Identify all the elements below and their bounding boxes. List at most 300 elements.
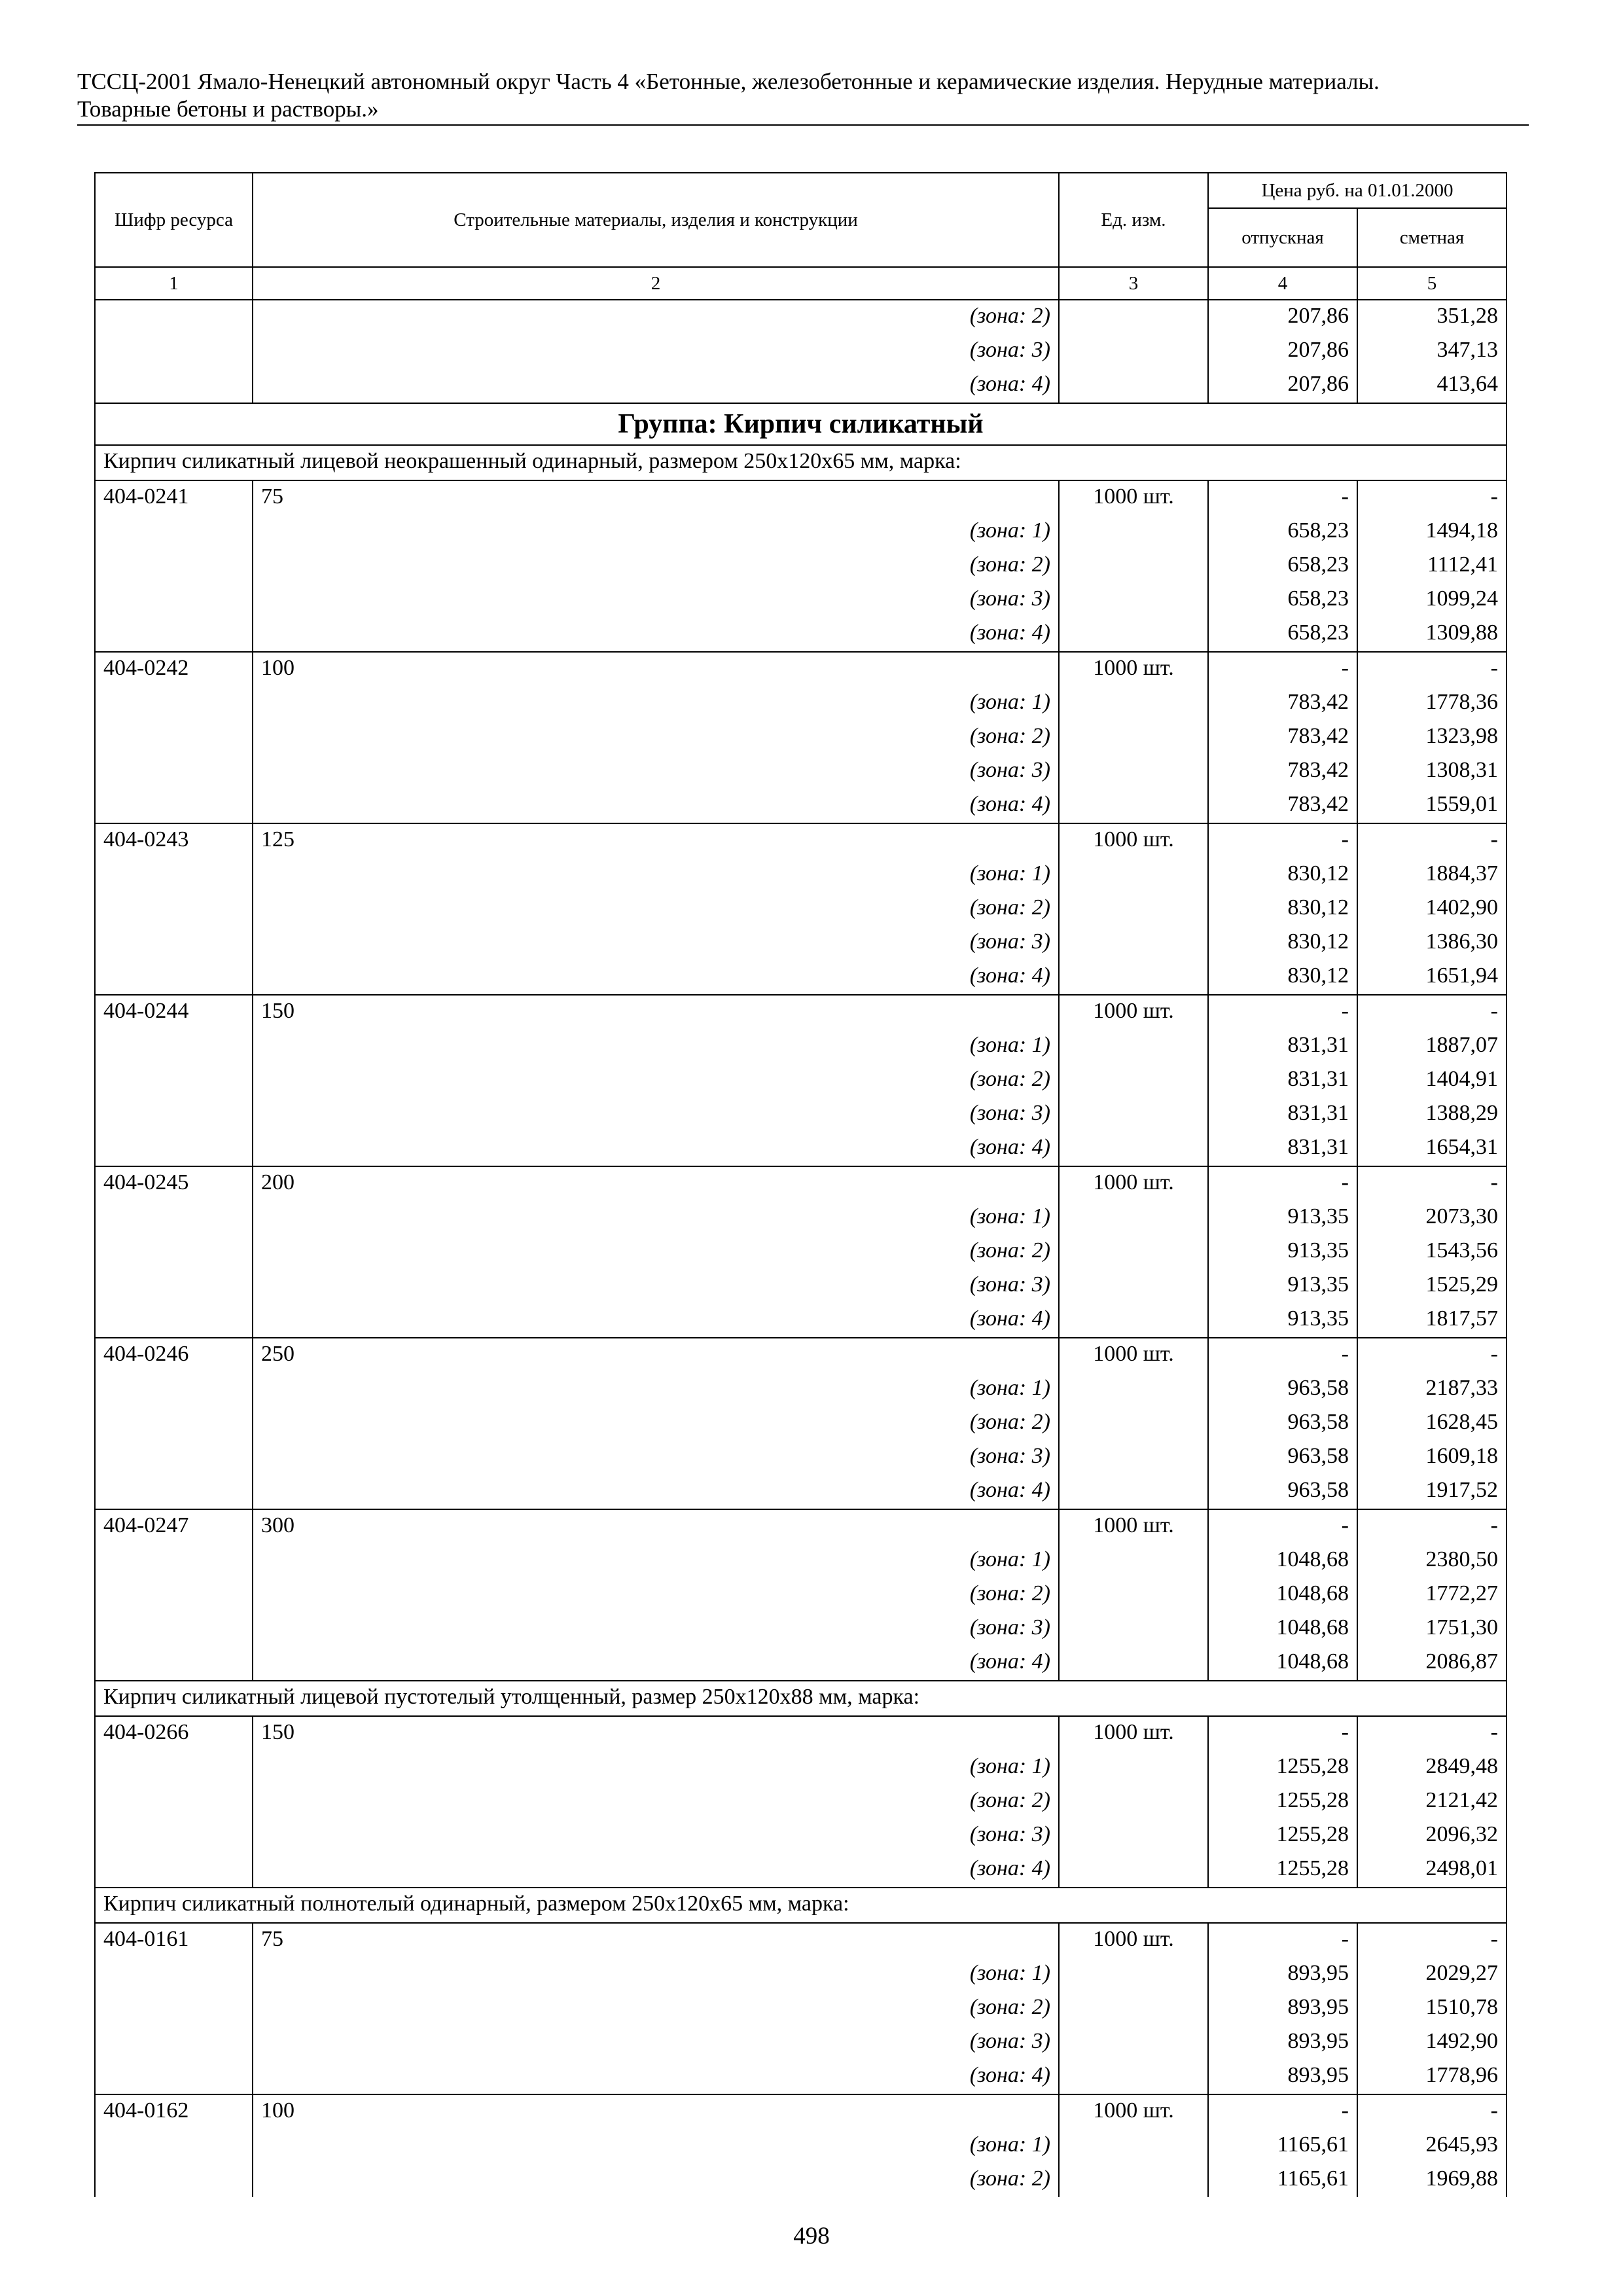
zone-label: (зона: 2) bbox=[253, 2163, 1059, 2197]
header-col-number: 1 bbox=[95, 267, 253, 300]
empty-unit-cell bbox=[1059, 617, 1208, 652]
zone-row bbox=[95, 687, 1507, 721]
estimate-price: 1887,07 bbox=[1357, 1030, 1507, 1064]
zone-label: (зона: 4) bbox=[253, 368, 1059, 403]
empty-unit-cell bbox=[1059, 721, 1208, 755]
resource-mark: 100 bbox=[253, 652, 1059, 687]
zone-row bbox=[95, 960, 1507, 995]
release-price: 1255,28 bbox=[1208, 1751, 1357, 1785]
empty-code-cell bbox=[95, 583, 253, 617]
zone-label: (зона: 4) bbox=[253, 1132, 1059, 1166]
zone-label: (зона: 2) bbox=[253, 1578, 1059, 1612]
zone-label: (зона: 1) bbox=[253, 858, 1059, 892]
resource-unit: 1000 шт. bbox=[1059, 480, 1208, 515]
empty-code-cell bbox=[95, 1785, 253, 1819]
zone-row bbox=[95, 1785, 1507, 1819]
release-price: - bbox=[1208, 1166, 1357, 1201]
resource-mark: 150 bbox=[253, 995, 1059, 1030]
estimate-price: 1778,36 bbox=[1357, 687, 1507, 721]
empty-unit-cell bbox=[1059, 1132, 1208, 1166]
empty-unit-cell bbox=[1059, 1475, 1208, 1509]
zone-row bbox=[95, 2163, 1507, 2197]
estimate-price: - bbox=[1357, 1166, 1507, 1201]
zone-label: (зона: 3) bbox=[253, 334, 1059, 368]
zone-label: (зона: 4) bbox=[253, 2060, 1059, 2094]
empty-unit-cell bbox=[1059, 1201, 1208, 1235]
estimate-price: - bbox=[1357, 1338, 1507, 1372]
empty-code-cell bbox=[95, 1441, 253, 1475]
estimate-price: 2029,27 bbox=[1357, 1958, 1507, 1992]
estimate-price: 1817,57 bbox=[1357, 1303, 1507, 1338]
subgroup-title: Кирпич силикатный лицевой неокрашенный одинарный, размером 250х120х65 мм, марка: bbox=[95, 445, 1507, 480]
header-unit: Ед. изм. bbox=[1059, 173, 1208, 267]
release-price: 783,42 bbox=[1208, 687, 1357, 721]
resource-code: 404-0266 bbox=[95, 1716, 253, 1751]
resource-code: 404-0161 bbox=[95, 1923, 253, 1958]
zone-row bbox=[95, 1441, 1507, 1475]
zone-row bbox=[95, 2026, 1507, 2060]
header-col-number: 2 bbox=[253, 267, 1059, 300]
empty-code-cell bbox=[95, 1201, 253, 1235]
zone-label: (зона: 1) bbox=[253, 1751, 1059, 1785]
release-price: - bbox=[1208, 823, 1357, 858]
estimate-price: 1543,56 bbox=[1357, 1235, 1507, 1269]
release-price: 783,42 bbox=[1208, 755, 1357, 789]
zone-row bbox=[95, 2129, 1507, 2163]
estimate-price: 1388,29 bbox=[1357, 1098, 1507, 1132]
empty-unit-cell bbox=[1059, 1098, 1208, 1132]
zone-row bbox=[95, 1475, 1507, 1509]
zone-row bbox=[95, 1372, 1507, 1407]
zone-label: (зона: 4) bbox=[253, 617, 1059, 652]
zone-label: (зона: 2) bbox=[253, 300, 1059, 334]
release-price: 830,12 bbox=[1208, 858, 1357, 892]
zone-row bbox=[95, 1992, 1507, 2026]
estimate-price: 1309,88 bbox=[1357, 617, 1507, 652]
release-price: 913,35 bbox=[1208, 1303, 1357, 1338]
zone-row bbox=[95, 892, 1507, 926]
zone-row bbox=[95, 1201, 1507, 1235]
empty-unit-cell bbox=[1059, 368, 1208, 403]
estimate-price: 1559,01 bbox=[1357, 789, 1507, 823]
estimate-price: 2380,50 bbox=[1357, 1544, 1507, 1578]
document-header bbox=[77, 68, 1529, 126]
zone-label: (зона: 3) bbox=[253, 1441, 1059, 1475]
resource-code: 404-0246 bbox=[95, 1338, 253, 1372]
subgroup-title: Кирпич силикатный полнотелый одинарный, размером 250х120х65 мм, марка: bbox=[95, 1888, 1507, 1923]
zone-row bbox=[95, 1612, 1507, 1646]
empty-unit-cell bbox=[1059, 1751, 1208, 1785]
resource-code: 404-0245 bbox=[95, 1166, 253, 1201]
zone-row bbox=[95, 1235, 1507, 1269]
estimate-price: 2187,33 bbox=[1357, 1372, 1507, 1407]
empty-code-cell bbox=[95, 1407, 253, 1441]
document-title-line2: Товарные бетоны и растворы.» bbox=[77, 96, 379, 122]
zone-row bbox=[95, 1578, 1507, 1612]
empty-code-cell bbox=[95, 2129, 253, 2163]
zone-row bbox=[95, 1098, 1507, 1132]
zone-label: (зона: 2) bbox=[253, 721, 1059, 755]
zone-label: (зона: 1) bbox=[253, 515, 1059, 549]
empty-code-cell bbox=[95, 960, 253, 995]
empty-code-cell bbox=[95, 755, 253, 789]
zone-row bbox=[95, 1064, 1507, 1098]
group-row bbox=[95, 403, 1507, 445]
empty-code-cell bbox=[95, 1303, 253, 1338]
resource-row bbox=[95, 823, 1507, 858]
empty-code-cell bbox=[95, 1646, 253, 1681]
estimate-price: 351,28 bbox=[1357, 300, 1507, 334]
resource-code: 404-0162 bbox=[95, 2094, 253, 2129]
zone-row bbox=[95, 300, 1507, 334]
zone-row bbox=[95, 721, 1507, 755]
zone-label: (зона: 1) bbox=[253, 687, 1059, 721]
resource-unit: 1000 шт. bbox=[1059, 995, 1208, 1030]
empty-unit-cell bbox=[1059, 1612, 1208, 1646]
estimate-price: - bbox=[1357, 480, 1507, 515]
estimate-price: 2498,01 bbox=[1357, 1853, 1507, 1888]
zone-row bbox=[95, 1132, 1507, 1166]
zone-row bbox=[95, 755, 1507, 789]
resource-code: 404-0247 bbox=[95, 1509, 253, 1544]
zone-row bbox=[95, 1030, 1507, 1064]
empty-code-cell bbox=[95, 1475, 253, 1509]
empty-code-cell bbox=[95, 2060, 253, 2094]
zone-row bbox=[95, 368, 1507, 403]
empty-unit-cell bbox=[1059, 1235, 1208, 1269]
zone-label: (зона: 2) bbox=[253, 1992, 1059, 2026]
zone-row bbox=[95, 858, 1507, 892]
zone-row bbox=[95, 583, 1507, 617]
estimate-price: 1492,90 bbox=[1357, 2026, 1507, 2060]
header-release-price: отпускная bbox=[1208, 208, 1357, 267]
zone-label: (зона: 1) bbox=[253, 2129, 1059, 2163]
zone-row bbox=[95, 1751, 1507, 1785]
price-table bbox=[94, 172, 1507, 2197]
resource-unit: 1000 шт. bbox=[1059, 1509, 1208, 1544]
zone-label: (зона: 1) bbox=[253, 1958, 1059, 1992]
empty-code-cell bbox=[95, 1819, 253, 1853]
empty-code-cell bbox=[95, 1269, 253, 1303]
estimate-price: 1609,18 bbox=[1357, 1441, 1507, 1475]
zone-label: (зона: 3) bbox=[253, 1819, 1059, 1853]
release-price: - bbox=[1208, 480, 1357, 515]
empty-unit-cell bbox=[1059, 1030, 1208, 1064]
empty-unit-cell bbox=[1059, 1303, 1208, 1338]
resource-unit: 1000 шт. bbox=[1059, 1338, 1208, 1372]
empty-unit-cell bbox=[1059, 583, 1208, 617]
estimate-price: 1099,24 bbox=[1357, 583, 1507, 617]
release-price: 831,31 bbox=[1208, 1064, 1357, 1098]
estimate-price: 1917,52 bbox=[1357, 1475, 1507, 1509]
empty-code-cell bbox=[95, 858, 253, 892]
release-price: 1048,68 bbox=[1208, 1578, 1357, 1612]
zone-label: (зона: 4) bbox=[253, 1475, 1059, 1509]
resource-row bbox=[95, 1338, 1507, 1372]
release-price: 207,86 bbox=[1208, 334, 1357, 368]
release-price: 1048,68 bbox=[1208, 1612, 1357, 1646]
empty-code-cell bbox=[95, 1030, 253, 1064]
empty-unit-cell bbox=[1059, 755, 1208, 789]
release-price: 963,58 bbox=[1208, 1372, 1357, 1407]
resource-mark: 150 bbox=[253, 1716, 1059, 1751]
empty-code-cell bbox=[95, 1853, 253, 1888]
empty-unit-cell bbox=[1059, 2026, 1208, 2060]
estimate-price: - bbox=[1357, 1716, 1507, 1751]
release-price: 658,23 bbox=[1208, 617, 1357, 652]
header-col-number: 5 bbox=[1357, 267, 1507, 300]
zone-row bbox=[95, 926, 1507, 960]
subgroup-row bbox=[95, 445, 1507, 480]
release-price: - bbox=[1208, 652, 1357, 687]
empty-unit-cell bbox=[1059, 2129, 1208, 2163]
zone-row bbox=[95, 549, 1507, 583]
empty-code-cell bbox=[95, 1958, 253, 1992]
zone-label: (зона: 3) bbox=[253, 1269, 1059, 1303]
header-estimate-price: сметная bbox=[1357, 208, 1507, 267]
empty-unit-cell bbox=[1059, 1372, 1208, 1407]
estimate-price: 1404,91 bbox=[1357, 1064, 1507, 1098]
resource-code: 404-0244 bbox=[95, 995, 253, 1030]
zone-row bbox=[95, 789, 1507, 823]
zone-row bbox=[95, 515, 1507, 549]
estimate-price: 2645,93 bbox=[1357, 2129, 1507, 2163]
release-price: 207,86 bbox=[1208, 368, 1357, 403]
resource-code: 404-0241 bbox=[95, 480, 253, 515]
empty-unit-cell bbox=[1059, 515, 1208, 549]
zone-label: (зона: 4) bbox=[253, 1303, 1059, 1338]
estimate-price: 1969,88 bbox=[1357, 2163, 1507, 2197]
resource-unit: 1000 шт. bbox=[1059, 823, 1208, 858]
release-price: 1255,28 bbox=[1208, 1853, 1357, 1888]
zone-label: (зона: 1) bbox=[253, 1544, 1059, 1578]
estimate-price: 1651,94 bbox=[1357, 960, 1507, 995]
release-price: - bbox=[1208, 1923, 1357, 1958]
zone-row bbox=[95, 1646, 1507, 1681]
resource-unit: 1000 шт. bbox=[1059, 2094, 1208, 2129]
empty-code-cell bbox=[95, 515, 253, 549]
zone-label: (зона: 2) bbox=[253, 1235, 1059, 1269]
release-price: 658,23 bbox=[1208, 515, 1357, 549]
page-number: 498 bbox=[793, 2223, 830, 2250]
group-title: Группа: Кирпич силикатный bbox=[95, 403, 1507, 445]
estimate-price: - bbox=[1357, 1923, 1507, 1958]
resource-row bbox=[95, 480, 1507, 515]
resource-row bbox=[95, 2094, 1507, 2129]
empty-code-cell bbox=[95, 2026, 253, 2060]
estimate-price: 1772,27 bbox=[1357, 1578, 1507, 1612]
document-title-line1: ТССЦ-2001 Ямало-Ненецкий автономный округ Часть 4 «Бетонные, железобетонные и керамические изделия. Нерудные материалы. bbox=[77, 69, 1380, 94]
header-code: Шифр ресурса bbox=[95, 173, 253, 267]
empty-unit-cell bbox=[1059, 1269, 1208, 1303]
resource-unit: 1000 шт. bbox=[1059, 1166, 1208, 1201]
estimate-price: 1510,78 bbox=[1357, 1992, 1507, 2026]
release-price: - bbox=[1208, 1716, 1357, 1751]
estimate-price: - bbox=[1357, 2094, 1507, 2129]
empty-unit-cell bbox=[1059, 1407, 1208, 1441]
empty-code-cell bbox=[95, 617, 253, 652]
empty-unit-cell bbox=[1059, 687, 1208, 721]
release-price: 913,35 bbox=[1208, 1235, 1357, 1269]
release-price: 831,31 bbox=[1208, 1030, 1357, 1064]
zone-row bbox=[95, 1303, 1507, 1338]
resource-row bbox=[95, 1166, 1507, 1201]
empty-unit-cell bbox=[1059, 549, 1208, 583]
zone-label: (зона: 2) bbox=[253, 1785, 1059, 1819]
resource-unit: 1000 шт. bbox=[1059, 1923, 1208, 1958]
estimate-price: 1751,30 bbox=[1357, 1612, 1507, 1646]
estimate-price: 2849,48 bbox=[1357, 1751, 1507, 1785]
estimate-price: 1525,29 bbox=[1357, 1269, 1507, 1303]
empty-code-cell bbox=[95, 1992, 253, 2026]
empty-code-cell bbox=[95, 1098, 253, 1132]
estimate-price: 1402,90 bbox=[1357, 892, 1507, 926]
zone-row bbox=[95, 1819, 1507, 1853]
zone-row bbox=[95, 1269, 1507, 1303]
empty-code-cell bbox=[95, 926, 253, 960]
estimate-price: 1654,31 bbox=[1357, 1132, 1507, 1166]
estimate-price: 413,64 bbox=[1357, 368, 1507, 403]
header-name: Строительные материалы, изделия и конструкции bbox=[253, 173, 1059, 267]
empty-unit-cell bbox=[1059, 1785, 1208, 1819]
resource-mark: 75 bbox=[253, 480, 1059, 515]
zone-label: (зона: 1) bbox=[253, 1372, 1059, 1407]
resource-row bbox=[95, 995, 1507, 1030]
estimate-price: 2073,30 bbox=[1357, 1201, 1507, 1235]
subgroup-title: Кирпич силикатный лицевой пустотелый утолщенный, размер 250х120х88 мм, марка: bbox=[95, 1681, 1507, 1716]
release-price: 893,95 bbox=[1208, 1992, 1357, 2026]
estimate-price: - bbox=[1357, 1509, 1507, 1544]
release-price: 893,95 bbox=[1208, 1958, 1357, 1992]
empty-unit-cell bbox=[1059, 1958, 1208, 1992]
release-price: - bbox=[1208, 2094, 1357, 2129]
release-price: 783,42 bbox=[1208, 789, 1357, 823]
zone-label: (зона: 3) bbox=[253, 2026, 1059, 2060]
resource-mark: 250 bbox=[253, 1338, 1059, 1372]
resource-mark: 100 bbox=[253, 2094, 1059, 2129]
zone-label: (зона: 4) bbox=[253, 1853, 1059, 1888]
zone-row bbox=[95, 1853, 1507, 1888]
table-header bbox=[95, 173, 1507, 300]
estimate-price: 347,13 bbox=[1357, 334, 1507, 368]
estimate-price: 2086,87 bbox=[1357, 1646, 1507, 1681]
zone-label: (зона: 3) bbox=[253, 926, 1059, 960]
zone-label: (зона: 2) bbox=[253, 892, 1059, 926]
header-col-number: 4 bbox=[1208, 267, 1357, 300]
resource-code: 404-0242 bbox=[95, 652, 253, 687]
header-price: Цена руб. на 01.01.2000 bbox=[1208, 173, 1507, 208]
subgroup-row bbox=[95, 1681, 1507, 1716]
release-price: - bbox=[1208, 995, 1357, 1030]
header-col-number: 3 bbox=[1059, 267, 1208, 300]
empty-unit-cell bbox=[1059, 858, 1208, 892]
empty-unit-cell bbox=[1059, 1441, 1208, 1475]
estimate-price: 1884,37 bbox=[1357, 858, 1507, 892]
release-price: 831,31 bbox=[1208, 1098, 1357, 1132]
empty-unit-cell bbox=[1059, 1544, 1208, 1578]
resource-code: 404-0243 bbox=[95, 823, 253, 858]
empty-unit-cell bbox=[1059, 789, 1208, 823]
release-price: 830,12 bbox=[1208, 892, 1357, 926]
zone-row bbox=[95, 1407, 1507, 1441]
empty-unit-cell bbox=[1059, 926, 1208, 960]
empty-code-cell bbox=[95, 300, 253, 334]
zone-row bbox=[95, 617, 1507, 652]
estimate-price: 2121,42 bbox=[1357, 1785, 1507, 1819]
release-price: 658,23 bbox=[1208, 549, 1357, 583]
resource-unit: 1000 шт. bbox=[1059, 1716, 1208, 1751]
release-price: 893,95 bbox=[1208, 2060, 1357, 2094]
zone-label: (зона: 2) bbox=[253, 1407, 1059, 1441]
release-price: 830,12 bbox=[1208, 926, 1357, 960]
release-price: 963,58 bbox=[1208, 1441, 1357, 1475]
release-price: 1048,68 bbox=[1208, 1646, 1357, 1681]
estimate-price: 1308,31 bbox=[1357, 755, 1507, 789]
resource-mark: 125 bbox=[253, 823, 1059, 858]
subgroup-row bbox=[95, 1888, 1507, 1923]
resource-mark: 75 bbox=[253, 1923, 1059, 1958]
table-body bbox=[95, 300, 1507, 2197]
empty-code-cell bbox=[95, 1372, 253, 1407]
empty-unit-cell bbox=[1059, 1819, 1208, 1853]
estimate-price: 1778,96 bbox=[1357, 2060, 1507, 2094]
estimate-price: - bbox=[1357, 823, 1507, 858]
estimate-price: 1628,45 bbox=[1357, 1407, 1507, 1441]
release-price: 830,12 bbox=[1208, 960, 1357, 995]
empty-unit-cell bbox=[1059, 1992, 1208, 2026]
release-price: 207,86 bbox=[1208, 300, 1357, 334]
empty-code-cell bbox=[95, 1612, 253, 1646]
release-price: 913,35 bbox=[1208, 1269, 1357, 1303]
zone-label: (зона: 3) bbox=[253, 583, 1059, 617]
zone-row bbox=[95, 2060, 1507, 2094]
resource-row bbox=[95, 1716, 1507, 1751]
empty-code-cell bbox=[95, 549, 253, 583]
resource-row bbox=[95, 1923, 1507, 1958]
release-price: 831,31 bbox=[1208, 1132, 1357, 1166]
resource-row bbox=[95, 652, 1507, 687]
zone-label: (зона: 2) bbox=[253, 549, 1059, 583]
zone-label: (зона: 4) bbox=[253, 1646, 1059, 1681]
estimate-price: - bbox=[1357, 995, 1507, 1030]
release-price: 658,23 bbox=[1208, 583, 1357, 617]
empty-code-cell bbox=[95, 1544, 253, 1578]
resource-row bbox=[95, 1509, 1507, 1544]
zone-label: (зона: 4) bbox=[253, 789, 1059, 823]
empty-unit-cell bbox=[1059, 2163, 1208, 2197]
empty-unit-cell bbox=[1059, 2060, 1208, 2094]
release-price: 1255,28 bbox=[1208, 1785, 1357, 1819]
empty-code-cell bbox=[95, 721, 253, 755]
empty-unit-cell bbox=[1059, 300, 1208, 334]
release-price: 1255,28 bbox=[1208, 1819, 1357, 1853]
estimate-price: 2096,32 bbox=[1357, 1819, 1507, 1853]
estimate-price: 1494,18 bbox=[1357, 515, 1507, 549]
release-price: 1165,61 bbox=[1208, 2129, 1357, 2163]
estimate-price: 1112,41 bbox=[1357, 549, 1507, 583]
empty-unit-cell bbox=[1059, 1853, 1208, 1888]
zone-label: (зона: 3) bbox=[253, 755, 1059, 789]
empty-code-cell bbox=[95, 1064, 253, 1098]
empty-unit-cell bbox=[1059, 334, 1208, 368]
zone-label: (зона: 3) bbox=[253, 1612, 1059, 1646]
empty-code-cell bbox=[95, 2163, 253, 2197]
empty-code-cell bbox=[95, 1235, 253, 1269]
empty-unit-cell bbox=[1059, 1578, 1208, 1612]
empty-code-cell bbox=[95, 687, 253, 721]
release-price: 963,58 bbox=[1208, 1475, 1357, 1509]
empty-unit-cell bbox=[1059, 892, 1208, 926]
